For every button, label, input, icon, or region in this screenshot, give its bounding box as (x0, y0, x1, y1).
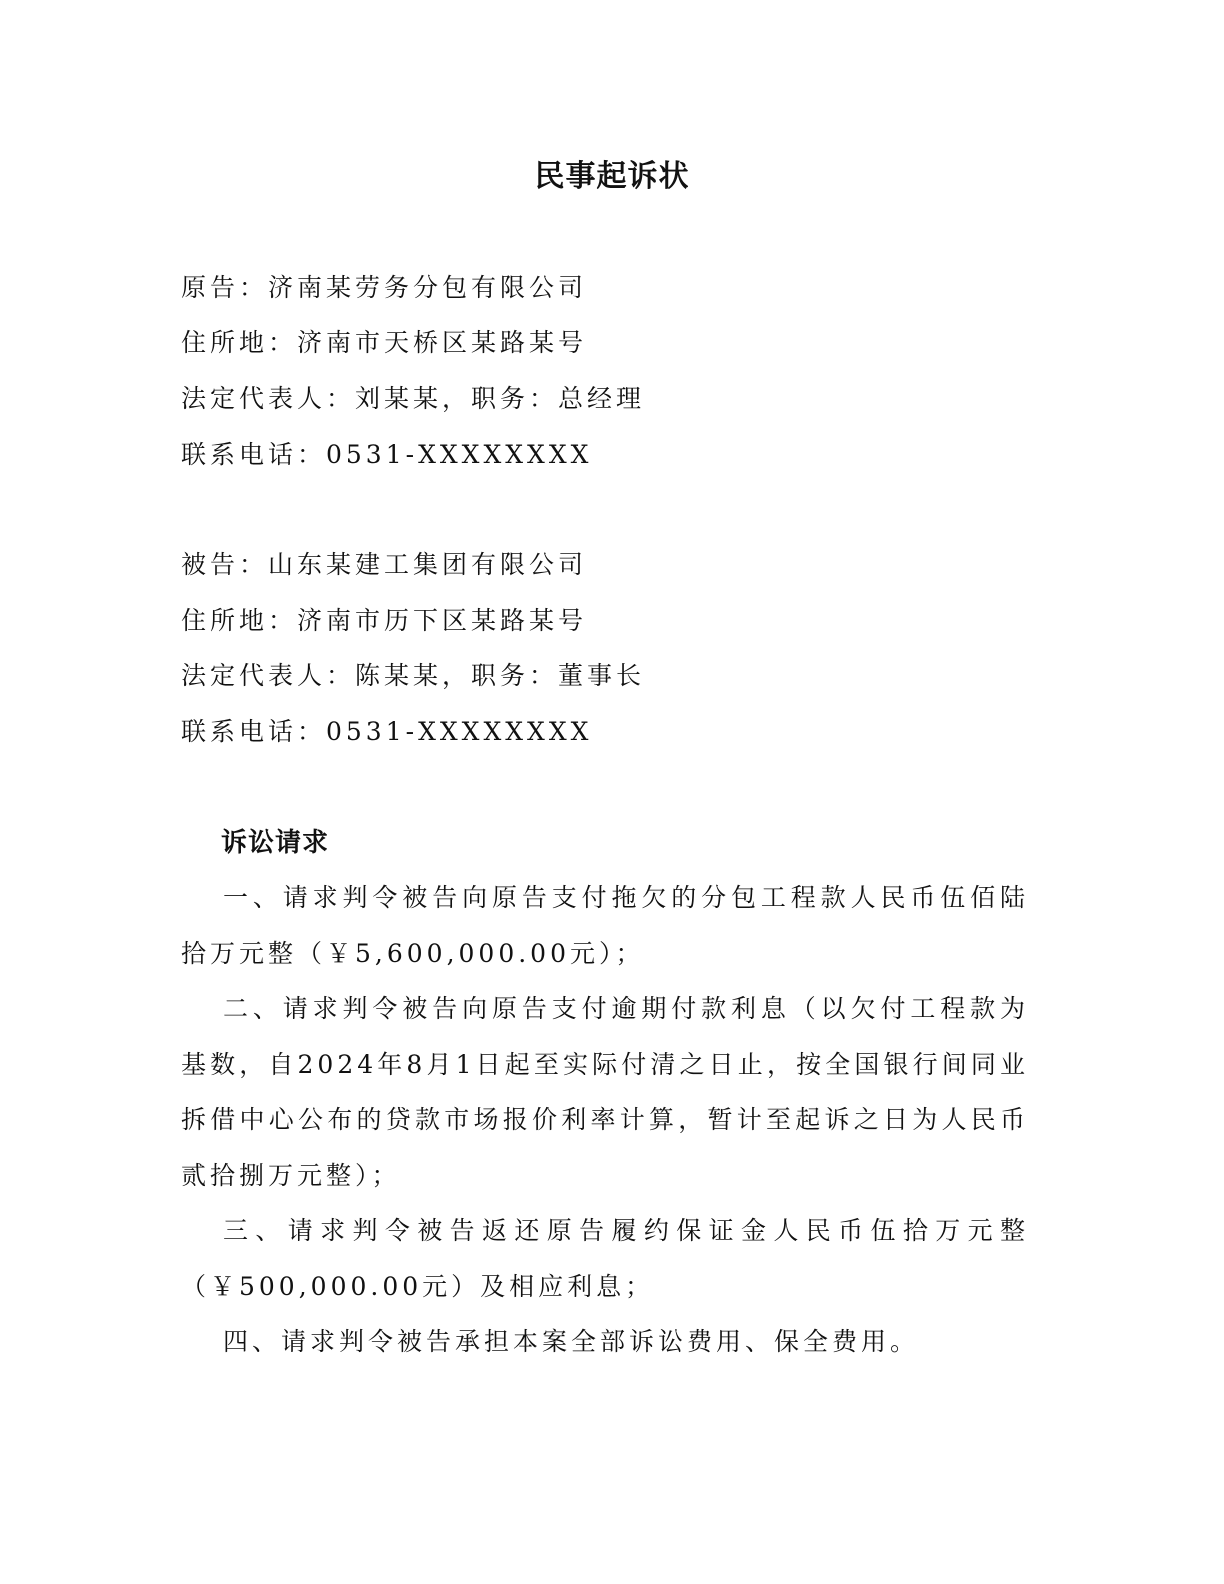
defendant-address: 住所地：济南市历下区某路某号 (181, 606, 588, 635)
plaintiff-phone: 联系电话：0531-XXXXXXXX (181, 440, 593, 469)
claim-item-4: 四、请求判令被告承担本案全部诉讼费用、保全费用。 (223, 1327, 920, 1356)
defendant-name: 被告：山东某建工集团有限公司 (181, 550, 588, 579)
defendant-phone: 联系电话：0531-XXXXXXXX (181, 717, 593, 746)
claim-item-3: 三、请求判令被告返还原告履约保证金人民币伍拾万元整（￥500,000.00元）及相应利息； (181, 1216, 1029, 1301)
plaintiff-name: 原告：济南某劳务分包有限公司 (181, 273, 588, 302)
claim-item-1: 一、请求判令被告向原告支付拖欠的分包工程款人民币伍佰陆拾万元整（￥5,600,000.00元）； (181, 883, 1029, 968)
claim-item-2: 二、请求判令被告向原告支付逾期付款利息（以欠付工程款为基数，自2024年8月1日起至实际付清之日止，按全国银行间同业拆借中心公布的贷款市场报价利率计算，暂计至起诉之日为人民币贰拾捌万元整）； (181, 994, 1029, 1190)
defendant-legal-representative: 法定代表人：陈某某，职务：董事长 (181, 661, 646, 690)
plaintiff-legal-representative: 法定代表人：刘某某，职务：总经理 (181, 384, 646, 413)
plaintiff-address: 住所地：济南市天桥区某路某号 (181, 328, 588, 357)
claims-heading: 诉讼请求 (221, 828, 330, 858)
document-title: 民事起诉状 (534, 159, 690, 194)
